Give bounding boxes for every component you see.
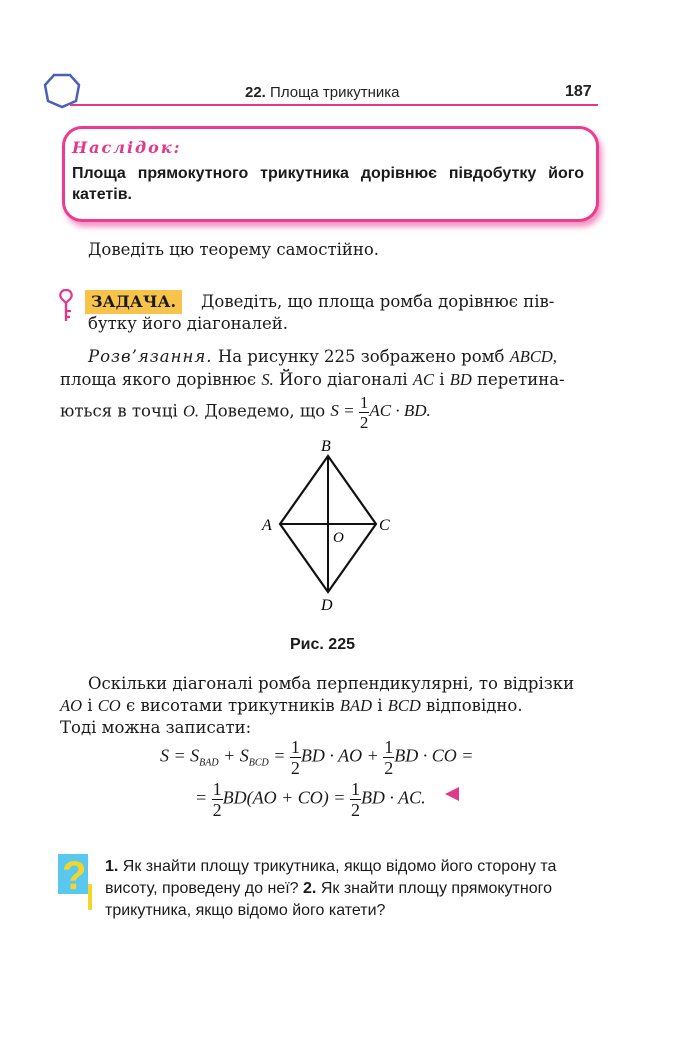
page-header-title: 22. Площа трикутника (245, 84, 400, 101)
label-c: C (379, 517, 390, 534)
end-of-proof-icon (443, 785, 461, 803)
corollary-heading: Наслідок: (72, 138, 182, 157)
equation-row2: = $\frac{1}{2}$ BD(AO + CO) = $\frac{1}{2}$ BD · AC. (195, 779, 426, 820)
figure-caption: Рис. 225 (290, 636, 355, 653)
task-label: ЗАДАЧА. (85, 290, 182, 314)
solution-line3: ються в точці O. Доведемо, що S = $\frac{1}{2}$ AC · BD. (60, 393, 431, 432)
label-b: B (321, 438, 331, 455)
header-rule (70, 104, 598, 106)
rhombus-figure (255, 432, 405, 617)
task-text-line1: Доведіть, що площа ромба дорівнює пів- (201, 292, 555, 311)
corollary-text: Площа прямокутного трикутника дорівнює півдобутку його катетів. (72, 165, 584, 203)
solution-line1: Розв’язання. На рисунку 225 зображено ромб ABCD, (88, 347, 557, 366)
label-a: A (262, 517, 272, 534)
equation-row1: $S = S_{BAD} + S_{BCD}$ = $\frac{1}{2}$ BD · AO + $\frac{1}{2}$ BD · CO = (160, 737, 474, 778)
review-questions: 1. Як знайти площу трикутника, якщо відомо його сторону та висоту, проведену до неї? 2. Як знайти площу прямокутного трикутника, якщо відомо його катети? (105, 858, 557, 919)
question-mark-icon (58, 854, 98, 912)
key-icon (56, 288, 76, 324)
task-text-line2: бутку його діагоналей. (88, 314, 288, 333)
prove-instruction: Доведіть цю теорему самостійно. (88, 240, 380, 259)
label-d: D (321, 597, 333, 614)
area-formula: S = $\frac{1}{2}$ AC · BD. (330, 393, 431, 432)
paragraph2-line3: Тоді можна записати: (60, 718, 252, 737)
paragraph2-line2: AO і CO є висотами трикутників BAD і BCD відповідно. (60, 696, 523, 715)
label-o: O (333, 530, 344, 546)
page-number: 187 (565, 83, 592, 100)
paragraph2-line1: Оскільки діагоналі ромба перпендикулярні, то відрізки (88, 674, 575, 693)
svg-text:?: ? (62, 854, 87, 898)
solution-line2: площа якого дорівнює S. Його діагоналі AC і BD перетина- (60, 370, 565, 389)
